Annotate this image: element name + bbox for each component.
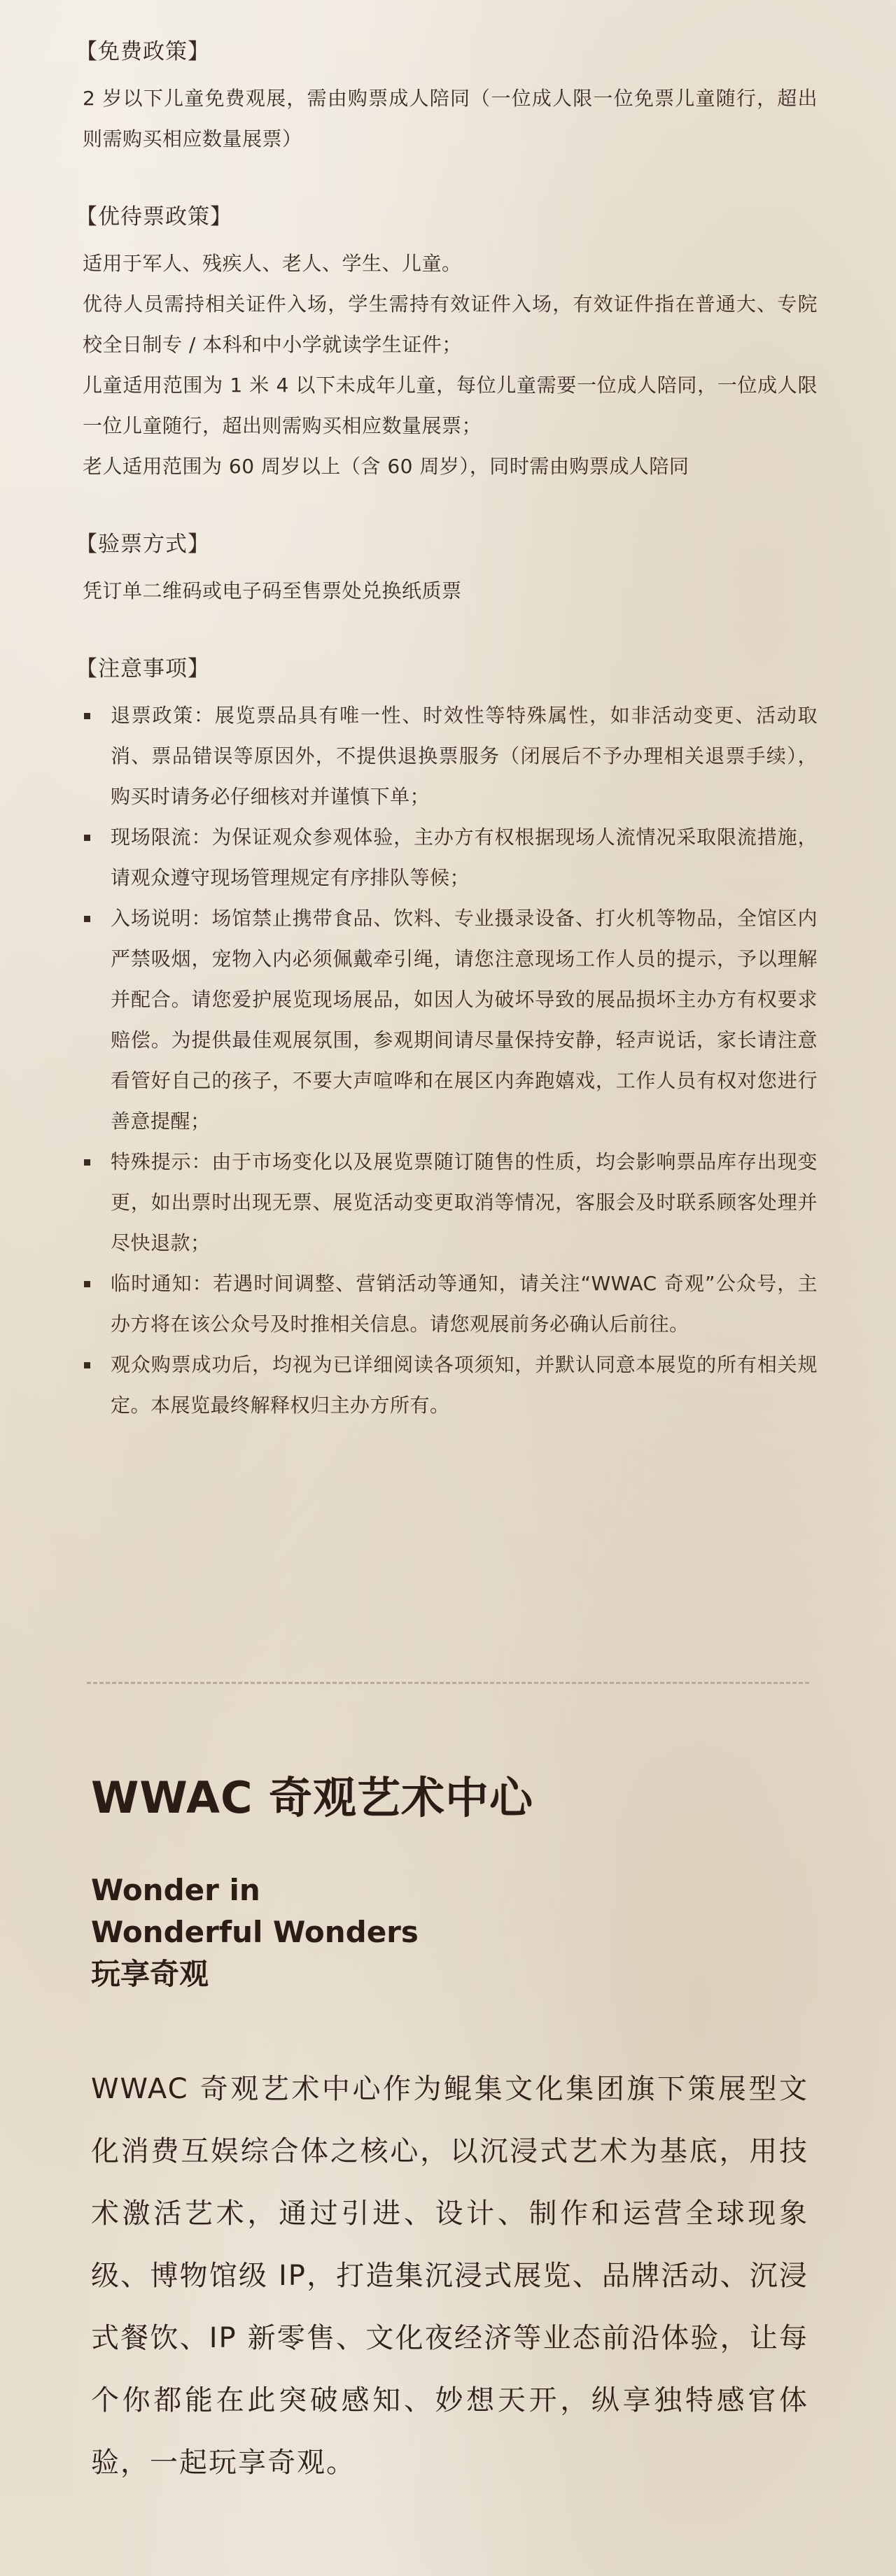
notes-item-text: 特殊提示：由于市场变化以及展览票随订随售的性质，均会影响票品库存出现变更，如出票时出现无票、展览活动变更取消等情况，客服会及时联系顾客处理并尽快退款；	[111, 1150, 818, 1254]
notes-item	[83, 695, 818, 817]
notes-item	[83, 1142, 818, 1264]
slogan-en-line2: Wonderful Wonders	[91, 1915, 419, 1949]
ticket-check-section	[76, 529, 818, 611]
discount-policy-line: 优待人员需持相关证件入场，学生需持有效证件入场，有效证件指在普通大、专院校全日制专 / 本科和中小学就读学生证件；	[83, 292, 818, 356]
bullet-square-icon	[84, 1362, 90, 1368]
slogan	[91, 1869, 808, 1995]
ticket-check-text: 凭订单二维码或电子码至售票处兑换纸质票	[83, 579, 462, 602]
about-title: WWAC 奇观艺术中心	[91, 1772, 534, 1823]
bullet-square-icon	[84, 1281, 90, 1287]
notes-item-text: 退票政策：展览票品具有唯一性、时效性等特殊属性，如非活动变更、活动取消、票品错误等原因外，不提供退换票服务（闭展后不予办理相关退票手续），购买时请务必仔细核对并谨慎下单；	[111, 704, 818, 808]
bullet-square-icon	[84, 713, 90, 719]
notes-item-text: 临时通知：若遇时间调整、营销活动等通知，请关注“WWAC 奇观”公众号，主办方将在该公众号及时推相关信息。请您观展前务必确认后前往。	[111, 1272, 818, 1336]
discount-policy-section	[76, 201, 818, 487]
about-section	[91, 1770, 808, 2522]
about-body: WWAC 奇观艺术中心作为鲲集文化集团旗下策展型文化消费互娱综合体之核心，以沉浸式艺术为基底，用技术激活艺术，通过引进、设计、制作和运营全球现象级、博物馆级 IP，打造集沉浸式展览、品牌活动、沉浸式餐饮、IP 新零售、文化夜经济等业态前沿体验，让每个你都能在此突破感知、妙想天开，纵享独特感官体验，一起玩享奇观。	[91, 2073, 808, 2479]
free-policy-text: 2 岁以下儿童免费观展，需由购票成人陪同（一位成人限一位免票儿童随行，超出则需购买相应数量展票）	[83, 87, 818, 150]
notes-list	[83, 695, 818, 1426]
ticket-rules	[76, 36, 818, 1468]
bullet-square-icon	[84, 1159, 90, 1166]
slogan-cn: 玩享奇观	[91, 1957, 209, 1991]
notes-item	[83, 898, 818, 1142]
notes-title: 【注意事项】	[76, 656, 210, 681]
discount-policy-line: 儿童适用范围为 1 米 4 以下未成年儿童，每位儿童需要一位成人陪同，一位成人限一位儿童随行，超出则需购买相应数量展票；	[83, 374, 818, 437]
notes-item-text: 现场限流：为保证观众参观体验，主办方有权根据现场人流情况采取限流措施，请观众遵守现场管理规定有序排队等候；	[111, 826, 818, 889]
ticket-check-title: 【验票方式】	[76, 532, 210, 557]
free-policy-section	[76, 36, 818, 160]
notes-item	[83, 1264, 818, 1345]
bullet-square-icon	[84, 916, 90, 922]
discount-policy-title: 【优待票政策】	[76, 204, 232, 229]
notes-item	[83, 817, 818, 898]
notes-item	[83, 1345, 818, 1426]
free-policy-title: 【免费政策】	[76, 39, 210, 64]
notes-section	[76, 653, 818, 1426]
notes-item-text: 入场说明：场馆禁止携带食品、饮料、专业摄录设备、打火机等物品，全馆区内严禁吸烟，宠物入内必须佩戴牵引绳，请您注意现场工作人员的提示，予以理解并配合。请您爱护展览现场展品，如因人为破坏导致的展品损坏主办方有权要求赔偿。为提供最佳观展氛围，参观期间请尽量保持安静，轻声说话，家长请注意看管好自己的孩子，不要大声喧哗和在展区内奔跑嬉戏，工作人员有权对您进行善意提醒；	[111, 907, 818, 1133]
notes-item-text: 观众购票成功后，均视为已详细阅读各项须知，并默认同意本展览的所有相关规定。本展览最终解释权归主办方所有。	[111, 1353, 818, 1417]
discount-policy-line: 老人适用范围为 60 周岁以上（含 60 周岁），同时需由购票成人陪同	[83, 455, 690, 478]
slogan-en-line1: Wonder in	[91, 1873, 260, 1907]
discount-policy-line: 适用于军人、残疾人、老人、学生、儿童。	[83, 252, 462, 275]
bullet-square-icon	[84, 835, 90, 841]
dashed-divider	[87, 1682, 809, 1684]
